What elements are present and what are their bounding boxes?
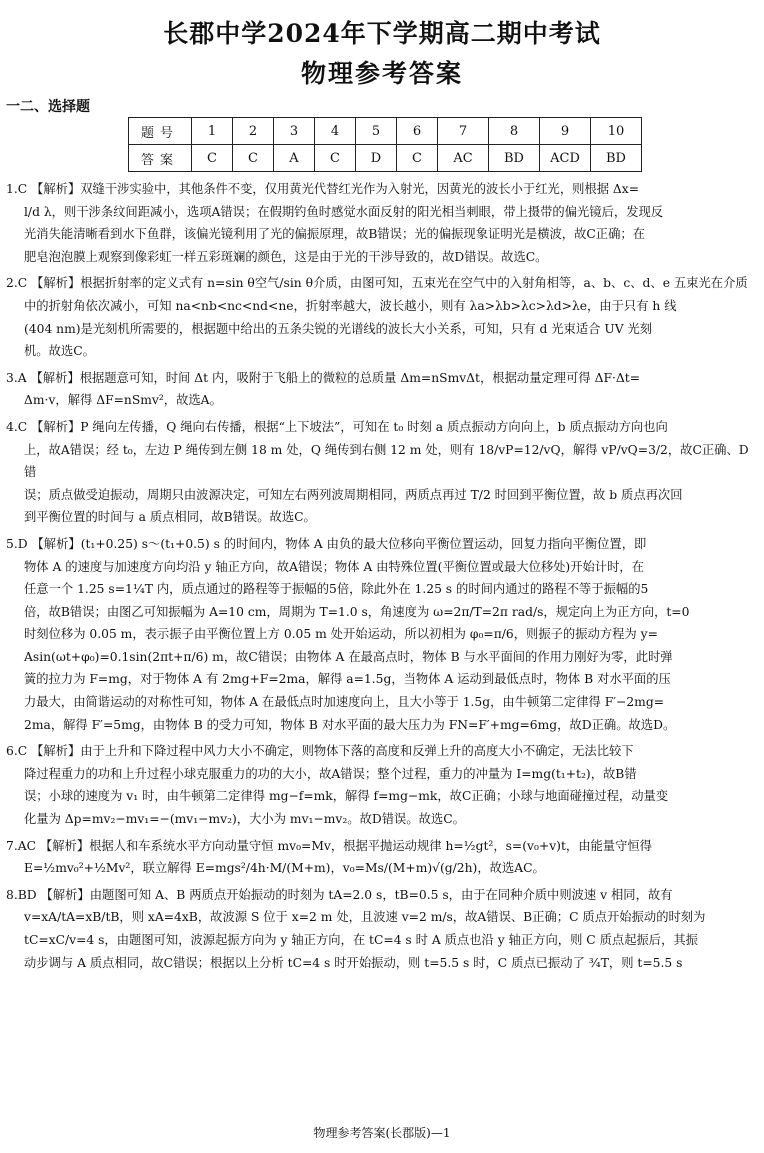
solution-line: 5.D 【解析】(t₁+0.25) s～(t₁+0.5) s 的时间内，物体 A 由负的最大位移向平衡位置运动，回复力指向平衡位置，即 xyxy=(6,536,647,551)
solution-line: 簧的拉力为 F=mg，对于物体 A 有 2mg+F=2ma，解得 a=1.5g，当物体 A 运动到最低点时，物体 B 对水平面的压 xyxy=(24,672,671,687)
solution-line: 时刻位移为 0.05 m，表示振子由平衡位置上方 0.05 m 处开始运动，所以初相为 φ₀=π/6，则振子的振动方程为 y= xyxy=(24,627,658,642)
solution-block xyxy=(6,178,758,268)
page-footer: 物理参考答案(长郡版)—1 xyxy=(313,1126,451,1140)
solution-line: 6.C 【解析】由于上升和下降过程中风力大小不确定，则物体下落的高度和反弹上升的高度大小不确定，无法比较下 xyxy=(6,744,634,759)
solution-line: Asin(ωt+φ₀)=0.1sin(2πt+π/6) m，故C错误；由物体 A 在最高点时，物体 B 与水平面间的作用力刚好为零，此时弹 xyxy=(24,649,673,664)
answer-table-row-label: 题号 xyxy=(129,118,192,145)
question-number: 9 xyxy=(540,118,591,145)
solution-line: tC=xC/v=4 s，由题图可知，波源起振方向为 y 轴正方向，在 tC=4 s 时 A 质点也沿 y 轴正方向，则 C 质点起振后，其振 xyxy=(24,933,698,947)
solution-line: 上，故A错误；经 t₀，左边 P 绳传到左侧 18 m 处，Q 绳传到右侧 12 m 处，则有 18/vP=12/vQ，解得 vP/vQ=3/2，故C正确、D错 xyxy=(24,442,749,480)
solution-line: 7.AC 【解析】根据人和车系统水平方向动量守恒 mv₀=Mv，根据平抛运动规律 h=½gt²，s=(v₀+v)t，由能量守恒得 xyxy=(6,838,652,853)
answer-cell: A xyxy=(274,145,315,172)
solution-line: 误；小球的速度为 v₁ 时，由牛顿第二定律得 mg−f=mk，解得 f=mg−mk，故C正确；小球与地面碰撞过程，动量变 xyxy=(24,789,669,804)
solution-line: 光消失能清晰看到水下鱼群，该偏光镜利用了光的偏振原理，故B错误；光的偏振现象证明光是横波，故C正确；在 xyxy=(24,227,645,242)
solution-line: 2ma，解得 F′=5mg，由物体 B 的受力可知，物体 B 对水平面的最大压力为 FN=F′+mg=6mg，故D正确。故选D。 xyxy=(24,717,676,732)
solution-block xyxy=(6,416,758,529)
exam-title: 长郡中学2024年下学期高二期中考试 xyxy=(163,19,601,48)
solution-line: (404 nm)是光刻机所需要的，根据题中给出的五条尖锐的光谱线的波长大小关系，可知，只有 d 光束适合 UV 光刻 xyxy=(24,321,653,336)
solution-line: 倍，故B错误；由图乙可知振幅为 A=10 cm，周期为 T=1.0 s，角速度为 ω=2π/T=2π rad/s，规定向上为正方向，t=0 xyxy=(24,604,690,619)
solution-line: E=½mv₀²+½Mv²，联立解得 E=mgs²/4h·M/(M+m)，v₀=Ms/(M+m)√(g/2h)，故选AC。 xyxy=(24,861,545,876)
solution-line: 肥皂泡泡膜上观察到像彩虹一样五彩斑斓的颜色，这是由于光的干涉导致的，故D错误。故选C。 xyxy=(24,249,548,264)
question-number: 10 xyxy=(591,118,642,145)
question-number: 6 xyxy=(397,118,438,145)
question-number: 2 xyxy=(233,118,274,145)
solution-line: 到平衡位置的时间与 a 质点相同，故B错误。故选C。 xyxy=(24,510,316,525)
question-number: 1 xyxy=(192,118,233,145)
solution-line: Δm·v，解得 ΔF=nSmv²，故选A。 xyxy=(24,393,222,408)
question-number: 3 xyxy=(274,118,315,145)
answer-cell: BD xyxy=(489,145,540,172)
answer-cell: AC xyxy=(438,145,489,172)
solution-line: 中的折射角依次减小，可知 na<nb<nc<nd<ne，折射率越大，波长越小，则有 λa>λb>λc>λd>λe，由于只有 h 线 xyxy=(24,298,677,313)
answer-cell: C xyxy=(315,145,356,172)
question-number: 4 xyxy=(315,118,356,145)
answer-cell: ACD xyxy=(540,145,591,172)
solution-line: 动步调与 A 质点相同，故C错误；根据以上分析 tC=4 s 时开始振动，则 t=5.5 s 时，C 质点已振动了 ¾T，则 t=5.5 s xyxy=(24,955,683,970)
solution-line: 机。故选C。 xyxy=(24,344,95,359)
solution-line: 力最大，由简谐运动的对称性可知，物体 A 在最低点时加速度向上，且大小等于 1.5g，由牛顿第二定律得 F′−2mg= xyxy=(24,695,664,710)
solution-block xyxy=(6,272,758,362)
answer-table xyxy=(128,117,642,172)
solution-line: 降过程重力的功和上升过程小球克服重力的功的大小，故A错误；整个过程，重力的冲量为 I=mg(t₁+t₂)，故B错 xyxy=(24,766,637,781)
solution-line: 3.A 【解析】根据题意可知，时间 Δt 内，吸附于飞船上的微粒的总质量 Δm=nSmvΔt，根据动量定理可得 ΔF·Δt= xyxy=(6,370,641,385)
answer-key-title: 物理参考答案 xyxy=(300,59,463,88)
solution-block xyxy=(6,533,758,736)
solution-line: l/d λ，则干涉条纹间距减小，选项A错误；在假期钓鱼时感觉水面反射的阳光相当刺眼，带上摄带的偏光镜后，发现反 xyxy=(24,204,664,219)
solution-line: 物体 A 的速度与加速度方向均沿 y 轴正方向，故A错误；物体 A 由特殊位置(平衡位置或最大位移处)开始计时，在 xyxy=(24,559,644,574)
solution-line: 2.C 【解析】根据折射率的定义式有 n=sin θ空气/sin θ介质，由图可知，五束光在空气中的入射角相等，a、b、c、d、e 五束光在介质 xyxy=(6,276,748,291)
solution-line: 化量为 Δp=mv₂−mv₁=−(mv₁−mv₂)，大小为 mv₁−mv₂。故D错误。故选C。 xyxy=(24,812,465,827)
solution-line: 4.C 【解析】P 绳向左传播，Q 绳向右传播，根据“上下坡法”，可知在 t₀ 时刻 a 质点振动方向向上，b 质点振动方向也向 xyxy=(6,419,668,434)
answer-table-answer-row xyxy=(129,145,642,172)
question-number: 8 xyxy=(489,118,540,145)
solution-line: 误；质点做受迫振动，周期只由波源决定，可知左右两列波周期相同，两质点再过 T/2 时回到平衡位置，故 b 质点再次回 xyxy=(24,487,683,502)
question-number: 5 xyxy=(356,118,397,145)
solution-block xyxy=(6,740,758,830)
solution-line: v=xA/tA=xB/tB，则 xA=4xB，故波源 S 位于 x=2 m 处，且波速 v=2 m/s，故A错误、B正确；C 质点开始振动的时刻为 xyxy=(24,910,706,925)
solution-line: 任意一个 1.25 s=1¼T 内，质点通过的路程等于振幅的5倍，除此外在 1.25 s 的时间内通过的路程不等于振幅的5 xyxy=(24,582,649,597)
answer-cell: D xyxy=(356,145,397,172)
solution-block xyxy=(6,835,758,880)
section-heading: 一二、选择题 xyxy=(6,99,90,115)
answer-table-row-label: 答案 xyxy=(129,145,192,172)
answer-cell: BD xyxy=(591,145,642,172)
answer-cell: C xyxy=(192,145,233,172)
solution-line: 1.C 【解析】双缝干涉实验中，其他条件不变，仅用黄光代替红光作为入射光，因黄光的波长小于红光，则根据 Δx= xyxy=(6,182,640,196)
solutions-body xyxy=(6,178,758,978)
answer-cell: C xyxy=(397,145,438,172)
answer-table-number-row xyxy=(129,118,642,145)
solution-line: 8.BD 【解析】由题图可知 A、B 两质点开始振动的时刻为 tA=2.0 s，tB=0.5 s，由于在同种介质中则波速 v 相同，故有 xyxy=(6,887,673,902)
solution-block xyxy=(6,884,758,974)
solution-block xyxy=(6,367,758,412)
answer-cell: C xyxy=(233,145,274,172)
question-number: 7 xyxy=(438,118,489,145)
